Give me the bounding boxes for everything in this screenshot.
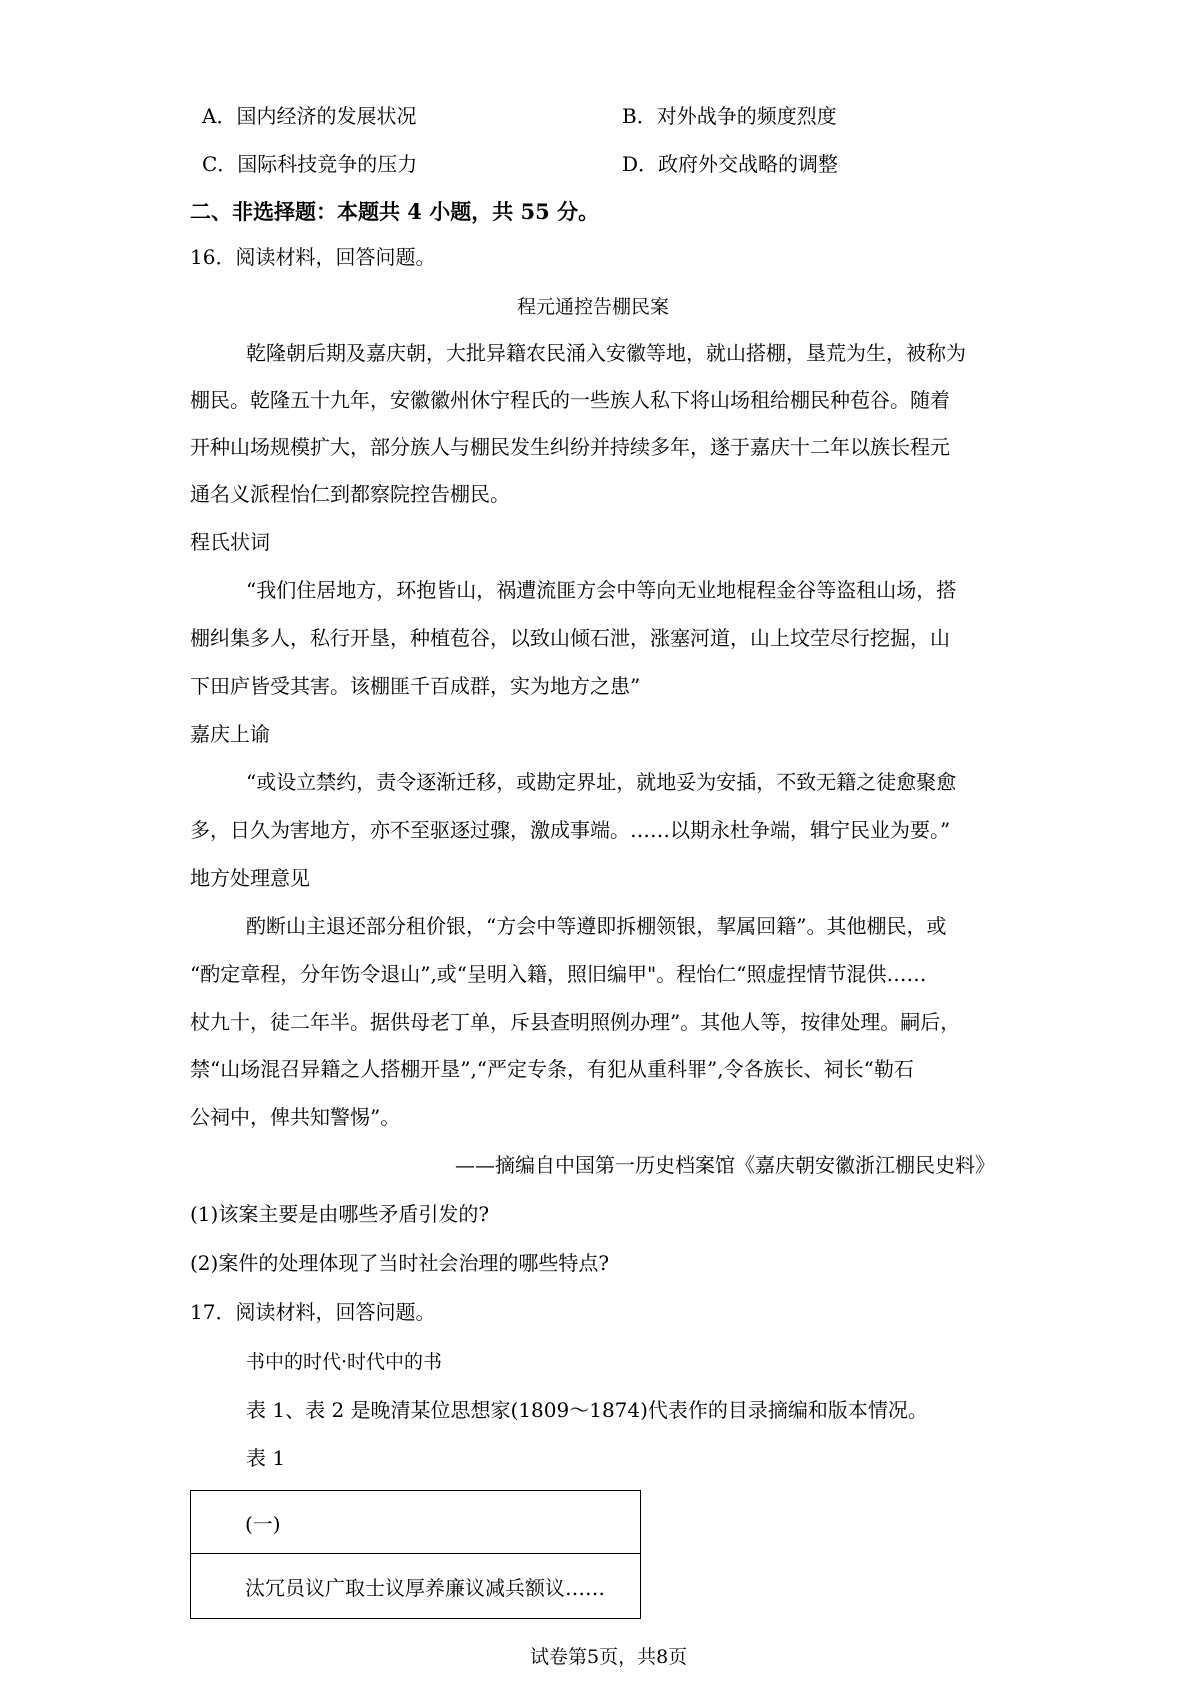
local-line-3: 杖九十，徒二年半。据供母老丁单，斥县查明照例办理”。其他人等，按律处理。嗣后， bbox=[190, 1010, 961, 1034]
q16-intro-line-4: 通名义派程怡仁到都察院控告棚民。 bbox=[190, 482, 510, 506]
q16-intro-line-1: 乾隆朝后期及嘉庆朝，大批异籍农民涌入安徽等地，就山搭棚，垦荒为生，被称为 bbox=[246, 341, 966, 365]
section-heading: 二、非选择题：本题共 4 小题，共 55 分。 bbox=[190, 199, 600, 224]
q16-intro-line-2: 棚民。乾隆五十九年，安徽徽州休宁程氏的一些族人私下将山场租给棚民种苞谷。随着 bbox=[190, 388, 950, 412]
statement-line-1: “我们住居地方，环抱皆山，祸遭流匪方会中等向无业地棍程金谷等盗租山场，搭 bbox=[246, 578, 957, 602]
table-cell: (一) bbox=[191, 1491, 641, 1554]
q17-title: 书中的时代·时代中的书 bbox=[246, 1351, 443, 1373]
local-line-2: “酌定章程，分年饬令退山”,或“呈明入籍，照旧编甲"。程怡仁“照虚捏情节混供…… bbox=[190, 962, 927, 986]
edict-label: 嘉庆上谕 bbox=[190, 722, 270, 746]
q16-title: 程元通控告棚民案 bbox=[517, 296, 670, 318]
q17-prompt: 17．阅读材料，回答问题。 bbox=[190, 1300, 436, 1324]
table-row bbox=[191, 1491, 641, 1554]
option-a: A．国内经济的发展状况 bbox=[202, 104, 417, 128]
statement-line-3: 下田庐皆受其害。该棚匪千百成群，实为地方之患” bbox=[190, 674, 641, 698]
table-cell: 汰冗员议广取士议厚养廉议减兵额议…… bbox=[191, 1554, 641, 1619]
option-c: C．国际科技竞争的压力 bbox=[202, 152, 418, 176]
edict-line-2: 多，日久为害地方，亦不至驱逐过骤，激成事端。……以期永杜争端，辑宁民业为要。” bbox=[190, 818, 951, 842]
local-line-1: 酌断山主退还部分租价银，“方会中等遵即拆棚领银，挈属回籍”。其他棚民，或 bbox=[246, 914, 947, 938]
local-label: 地方处理意见 bbox=[190, 866, 310, 890]
statement-label: 程氏状词 bbox=[190, 530, 270, 554]
edict-line-1: “或设立禁约，责令逐渐迁移，或勘定界址，就地妥为安插，不致无籍之徒愈聚愈 bbox=[246, 770, 957, 794]
q16-intro-line-3: 开种山场规模扩大，部分族人与棚民发生纠纷并持续多年，遂于嘉庆十二年以族长程元 bbox=[190, 435, 950, 459]
q16-source: ——摘编自中国第一历史档案馆《嘉庆朝安徽浙江棚民史料》 bbox=[455, 1153, 995, 1177]
table-1-label: 表 1 bbox=[246, 1446, 286, 1470]
q16-sub-question-2: (2)案件的处理体现了当时社会治理的哪些特点? bbox=[190, 1251, 610, 1275]
table-1 bbox=[190, 1490, 641, 1619]
page-footer: 试卷第5页，共8页 bbox=[530, 1646, 688, 1668]
local-line-4: 禁“山场混召异籍之人搭棚开垦”,“严定专条，有犯从重科罪”,令各族长、祠长“勒石 bbox=[190, 1057, 914, 1081]
q17-intro: 表 1、表 2 是晚清某位思想家(1809～1874)代表作的目录摘编和版本情况。 bbox=[246, 1398, 928, 1422]
q16-prompt: 16．阅读材料，回答问题。 bbox=[190, 245, 436, 269]
table-row bbox=[191, 1554, 641, 1619]
option-b: B．对外战争的频度烈度 bbox=[622, 104, 837, 128]
statement-line-2: 棚纠集多人，私行开垦，种植苞谷，以致山倾石泄，涨塞河道，山上坟茔尽行挖掘，山 bbox=[190, 626, 950, 650]
q16-sub-question-1: (1)该案主要是由哪些矛盾引发的? bbox=[190, 1202, 490, 1226]
option-d: D．政府外交战略的调整 bbox=[622, 152, 839, 176]
local-line-5: 公祠中，俾共知警惕”。 bbox=[190, 1105, 401, 1129]
